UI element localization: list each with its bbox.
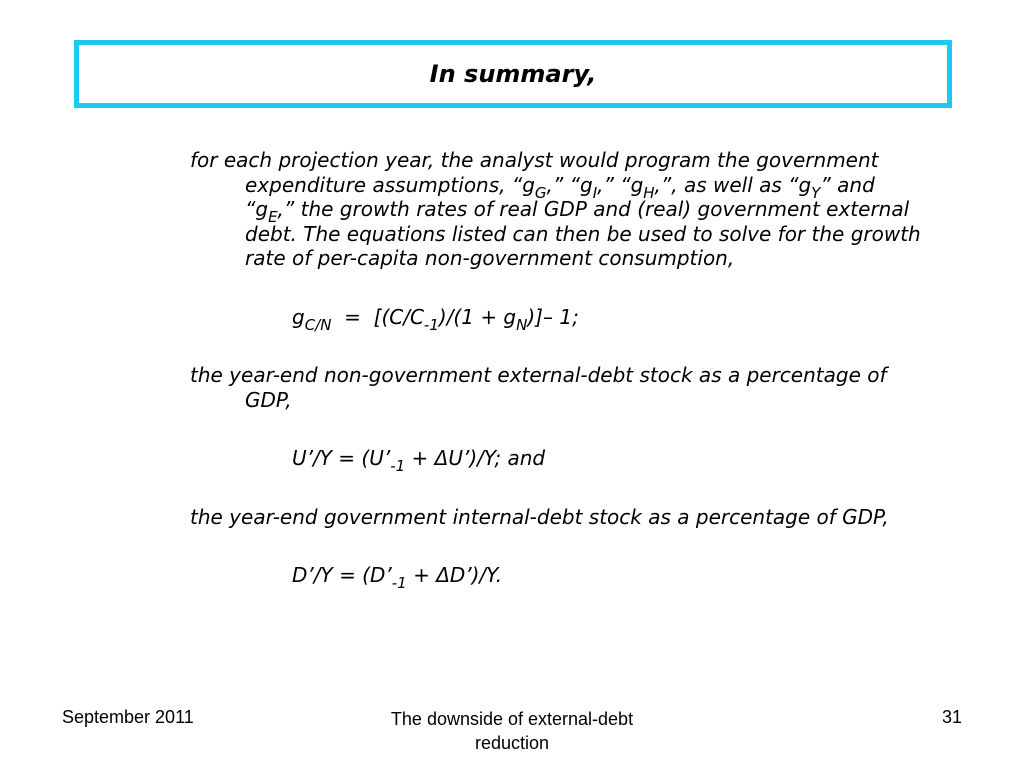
eq1-sub-n: N	[516, 315, 528, 334]
slide-body	[190, 148, 930, 592]
eq1-g: g	[292, 304, 305, 329]
para1-text-6: ,” the growth rates of real GDP and (real) government external debt. The equations listed can then be used to solve for the growth rate of per-capita non-government consumption,	[245, 197, 921, 270]
paragraph-nongov-debt: the year-end non-government external-debt stock as a percentage of GDP,	[190, 363, 887, 412]
footer-date: September 2011	[62, 707, 194, 727]
equation-gov-internal-debt	[190, 563, 930, 592]
paragraph-projection	[190, 148, 930, 271]
para1-sub-i: I	[592, 183, 598, 202]
footer-page-number: 31	[941, 707, 962, 727]
eq2-a: U’/Y = (U’	[292, 446, 391, 470]
para1-text-5: ” and “g	[245, 172, 875, 221]
paragraph-gov-internal-debt: the year-end government internal-debt stock as a percentage of GDP,	[190, 504, 889, 529]
equation-consumption-growth	[190, 304, 930, 334]
para1-text-2: ,” “g	[546, 172, 593, 197]
footer-title: The downside of external-debt reduction	[390, 709, 634, 753]
para1-sub-e: E	[268, 208, 278, 226]
eq1-sub-minus1: -1	[423, 315, 439, 334]
eq1-mid2: )/(1 + g	[438, 304, 517, 329]
eq3-a: D’/Y = (D’	[292, 563, 392, 587]
eq1-mid: = [(C/C	[331, 304, 424, 329]
para1-text-1: for each projection year, the analyst would program the government expenditure assumptions, “g	[190, 148, 879, 197]
slide-title: In summary,	[429, 60, 597, 88]
eq3-sub: -1	[391, 574, 407, 592]
eq1-sub-cn: C/N	[304, 315, 332, 334]
para1-text-3: ,” “g	[597, 172, 644, 197]
para1-sub-h: H	[643, 183, 655, 202]
para1-sub-g: G	[534, 183, 547, 202]
eq1-end: )]– 1;	[527, 304, 579, 329]
title-box	[74, 40, 952, 108]
eq2-sub: -1	[390, 457, 406, 475]
equation-nongov-debt	[190, 446, 930, 475]
para1-text-4: ,”, as well as “g	[654, 172, 812, 197]
para1-sub-y: Y	[811, 183, 821, 202]
eq3-b: + ΔD’)/Y.	[406, 563, 503, 587]
eq2-b: + ΔU’)/Y; and	[405, 446, 546, 470]
